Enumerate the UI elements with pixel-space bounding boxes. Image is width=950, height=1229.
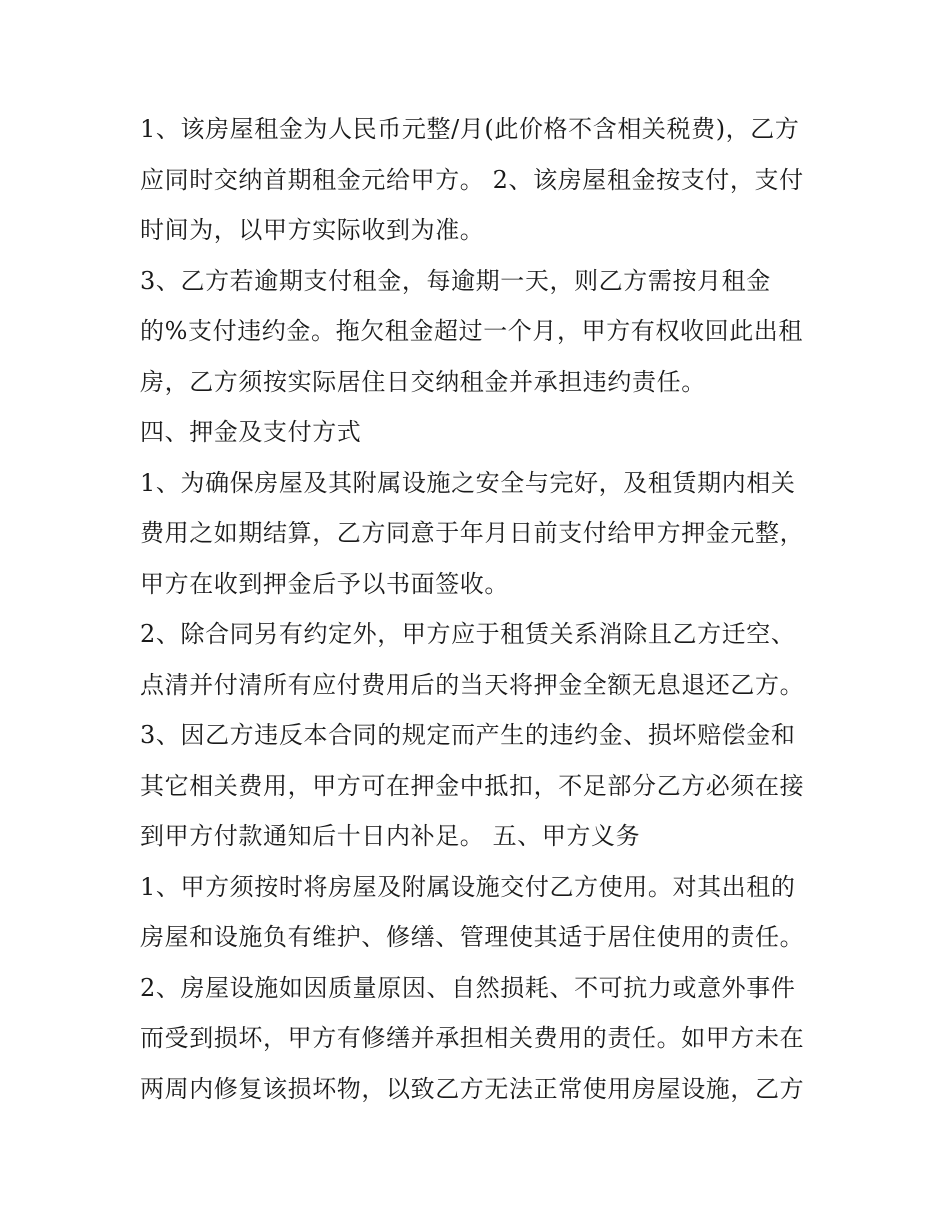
text-line: 到甲方付款通知后十日内补足。 五、甲方义务: [140, 822, 641, 850]
text-line: 费用之如期结算，乙方同意于年月日前支付给甲方押金元整，: [140, 519, 805, 547]
section-heading: 四、押金及支付方式: [140, 418, 362, 446]
text-line: 而受到损坏，甲方有修缮并承担相关费用的责任。如甲方未在: [140, 1024, 805, 1052]
text-line: 2、除合同另有约定外，甲方应于租赁关系消除且乙方迁空、: [140, 620, 796, 648]
text-line: 1、该房屋租金为人民币元整/月(此价格不含相关税费)，乙方: [140, 115, 800, 143]
text-line: 1、为确保房屋及其附属设施之安全与完好，及租赁期内相关: [140, 468, 796, 497]
text-line: 应同时交纳首期租金元给甲方。 2、该房屋租金按支付，支付: [140, 165, 804, 194]
text-line: 时间为，以甲方实际收到为准。: [140, 216, 485, 244]
text-line: 其它相关费用，甲方可在押金中抵扣，不足部分乙方必须在接: [140, 771, 805, 800]
text-line: 两周内修复该损坏物，以致乙方无法正常使用房屋设施，乙方: [140, 1074, 805, 1103]
text-line: 甲方在收到押金后予以书面签收。: [140, 569, 509, 598]
text-line: 1、甲方须按时将房屋及附属设施交付乙方使用。对其出租的: [140, 872, 796, 901]
text-line: 点清并付清所有应付费用后的当天将押金全额无息退还乙方。: [140, 670, 805, 699]
text-line: 3、因乙方违反本合同的规定而产生的违约金、损坏赔偿金和: [140, 721, 796, 749]
contract-text: [140, 104, 840, 1114]
text-line: 房，乙方须按实际居住日交纳租金并承担违约责任。: [140, 367, 706, 396]
text-line: 3、乙方若逾期支付租金，每逾期一天，则乙方需按月租金: [140, 266, 771, 295]
text-line: 房屋和设施负有维护、修缮、管理使其适于居住使用的责任。: [140, 923, 805, 951]
text-line: 的%支付违约金。拖欠租金超过一个月，甲方有权收回此出租: [140, 317, 804, 345]
text-line: 2、房屋设施如因质量原因、自然损耗、不可抗力或意外事件: [140, 973, 796, 1002]
